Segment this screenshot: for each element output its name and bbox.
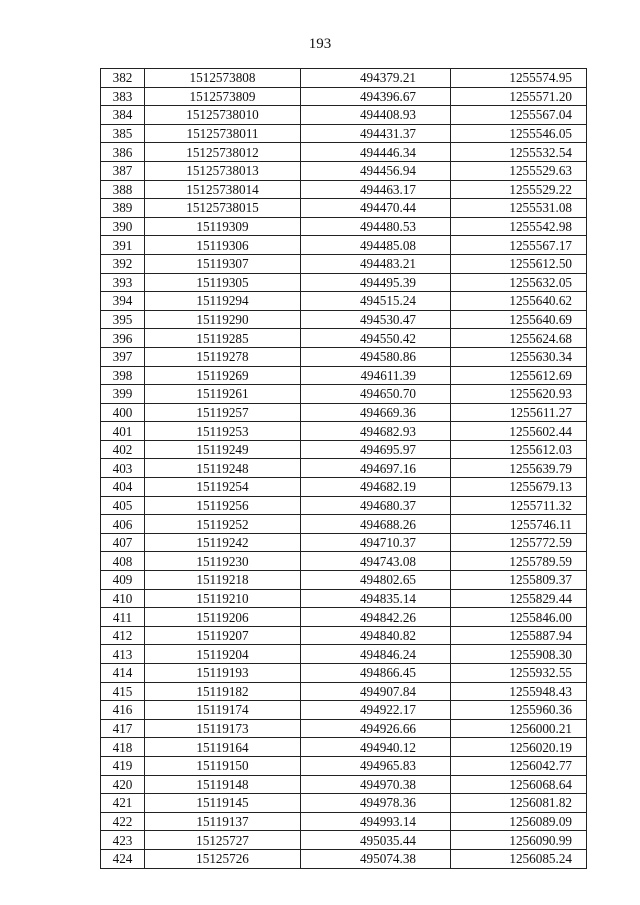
x-coordinate-cell: 494470.44 <box>301 199 451 218</box>
point-code-cell: 15125738015 <box>145 199 301 218</box>
x-coordinate-cell: 494907.84 <box>301 682 451 701</box>
point-number-cell: 383 <box>101 87 145 106</box>
point-number-cell: 385 <box>101 124 145 143</box>
point-number-cell: 415 <box>101 682 145 701</box>
y-coordinate-cell: 1255574.95 <box>451 69 587 88</box>
x-coordinate-cell: 494743.08 <box>301 552 451 571</box>
table-row <box>101 701 587 720</box>
point-code-cell: 15119257 <box>145 403 301 422</box>
table-row <box>101 143 587 162</box>
point-number-cell: 419 <box>101 756 145 775</box>
point-number-cell: 387 <box>101 161 145 180</box>
point-number-cell: 393 <box>101 273 145 292</box>
table-row <box>101 831 587 850</box>
table-row <box>101 69 587 88</box>
y-coordinate-cell: 1255948.43 <box>451 682 587 701</box>
table-row <box>101 608 587 627</box>
table-row <box>101 496 587 515</box>
point-number-cell: 401 <box>101 422 145 441</box>
point-code-cell: 15119252 <box>145 515 301 534</box>
point-code-cell: 15119248 <box>145 459 301 478</box>
y-coordinate-cell: 1255571.20 <box>451 87 587 106</box>
y-coordinate-cell: 1255772.59 <box>451 533 587 552</box>
point-code-cell: 15119285 <box>145 329 301 348</box>
y-coordinate-cell: 1255789.59 <box>451 552 587 571</box>
table-row <box>101 124 587 143</box>
x-coordinate-cell: 494840.82 <box>301 626 451 645</box>
y-coordinate-cell: 1255640.62 <box>451 292 587 311</box>
point-number-cell: 417 <box>101 719 145 738</box>
point-number-cell: 406 <box>101 515 145 534</box>
point-code-cell: 15119164 <box>145 738 301 757</box>
y-coordinate-cell: 1255542.98 <box>451 217 587 236</box>
table-row <box>101 812 587 831</box>
x-coordinate-cell: 494695.97 <box>301 440 451 459</box>
y-coordinate-cell: 1255846.00 <box>451 608 587 627</box>
x-coordinate-cell: 494682.19 <box>301 478 451 497</box>
x-coordinate-cell: 494580.86 <box>301 347 451 366</box>
y-coordinate-cell: 1255746.11 <box>451 515 587 534</box>
point-code-cell: 15119174 <box>145 701 301 720</box>
point-code-cell: 15125738011 <box>145 124 301 143</box>
table-row <box>101 533 587 552</box>
point-number-cell: 421 <box>101 794 145 813</box>
point-code-cell: 15125727 <box>145 831 301 850</box>
point-number-cell: 422 <box>101 812 145 831</box>
point-number-cell: 407 <box>101 533 145 552</box>
point-code-cell: 15119249 <box>145 440 301 459</box>
x-coordinate-cell: 494431.37 <box>301 124 451 143</box>
x-coordinate-cell: 494446.34 <box>301 143 451 162</box>
table-row <box>101 199 587 218</box>
y-coordinate-cell: 1255960.36 <box>451 701 587 720</box>
point-number-cell: 397 <box>101 347 145 366</box>
page-number: 193 <box>308 36 332 52</box>
table-row <box>101 385 587 404</box>
table-row <box>101 403 587 422</box>
x-coordinate-cell: 495035.44 <box>301 831 451 850</box>
point-code-cell: 15125726 <box>145 849 301 868</box>
point-number-cell: 394 <box>101 292 145 311</box>
x-coordinate-cell: 494978.36 <box>301 794 451 813</box>
table-row <box>101 310 587 329</box>
point-code-cell: 15119210 <box>145 589 301 608</box>
point-number-cell: 398 <box>101 366 145 385</box>
table-row <box>101 106 587 125</box>
table-row <box>101 626 587 645</box>
point-number-cell: 413 <box>101 645 145 664</box>
point-code-cell: 15119137 <box>145 812 301 831</box>
x-coordinate-cell: 494669.36 <box>301 403 451 422</box>
y-coordinate-cell: 1255529.22 <box>451 180 587 199</box>
point-code-cell: 15125738010 <box>145 106 301 125</box>
point-code-cell: 15119150 <box>145 756 301 775</box>
coordinates-table-body <box>101 69 587 869</box>
y-coordinate-cell: 1255612.03 <box>451 440 587 459</box>
point-code-cell: 15119278 <box>145 347 301 366</box>
table-row <box>101 440 587 459</box>
x-coordinate-cell: 495074.38 <box>301 849 451 868</box>
point-number-cell: 384 <box>101 106 145 125</box>
point-code-cell: 15119290 <box>145 310 301 329</box>
x-coordinate-cell: 494866.45 <box>301 664 451 683</box>
table-row <box>101 459 587 478</box>
y-coordinate-cell: 1255529.63 <box>451 161 587 180</box>
table-row <box>101 217 587 236</box>
point-number-cell: 409 <box>101 571 145 590</box>
x-coordinate-cell: 494926.66 <box>301 719 451 738</box>
point-number-cell: 424 <box>101 849 145 868</box>
x-coordinate-cell: 494710.37 <box>301 533 451 552</box>
point-code-cell: 15119254 <box>145 478 301 497</box>
x-coordinate-cell: 494495.39 <box>301 273 451 292</box>
y-coordinate-cell: 1256068.64 <box>451 775 587 794</box>
y-coordinate-cell: 1255546.05 <box>451 124 587 143</box>
x-coordinate-cell: 494379.21 <box>301 69 451 88</box>
x-coordinate-cell: 494835.14 <box>301 589 451 608</box>
y-coordinate-cell: 1255639.79 <box>451 459 587 478</box>
point-number-cell: 388 <box>101 180 145 199</box>
point-code-cell: 15125738013 <box>145 161 301 180</box>
table-row <box>101 366 587 385</box>
y-coordinate-cell: 1255567.17 <box>451 236 587 255</box>
y-coordinate-cell: 1255829.44 <box>451 589 587 608</box>
y-coordinate-cell: 1256090.99 <box>451 831 587 850</box>
x-coordinate-cell: 494480.53 <box>301 217 451 236</box>
point-code-cell: 1512573808 <box>145 69 301 88</box>
x-coordinate-cell: 494688.26 <box>301 515 451 534</box>
x-coordinate-cell: 494680.37 <box>301 496 451 515</box>
point-number-cell: 405 <box>101 496 145 515</box>
point-code-cell: 1512573809 <box>145 87 301 106</box>
y-coordinate-cell: 1255887.94 <box>451 626 587 645</box>
table-row <box>101 292 587 311</box>
y-coordinate-cell: 1255809.37 <box>451 571 587 590</box>
table-row <box>101 273 587 292</box>
y-coordinate-cell: 1255602.44 <box>451 422 587 441</box>
y-coordinate-cell: 1255624.68 <box>451 329 587 348</box>
point-number-cell: 382 <box>101 69 145 88</box>
y-coordinate-cell: 1255611.27 <box>451 403 587 422</box>
table-row <box>101 236 587 255</box>
table-row <box>101 87 587 106</box>
x-coordinate-cell: 494940.12 <box>301 738 451 757</box>
table-row <box>101 664 587 683</box>
x-coordinate-cell: 494682.93 <box>301 422 451 441</box>
x-coordinate-cell: 494550.42 <box>301 329 451 348</box>
point-number-cell: 392 <box>101 254 145 273</box>
y-coordinate-cell: 1255620.93 <box>451 385 587 404</box>
point-code-cell: 15119256 <box>145 496 301 515</box>
y-coordinate-cell: 1255640.69 <box>451 310 587 329</box>
table-row <box>101 738 587 757</box>
point-number-cell: 408 <box>101 552 145 571</box>
x-coordinate-cell: 494530.47 <box>301 310 451 329</box>
point-number-cell: 400 <box>101 403 145 422</box>
point-number-cell: 402 <box>101 440 145 459</box>
point-code-cell: 15119145 <box>145 794 301 813</box>
point-code-cell: 15125738012 <box>145 143 301 162</box>
point-code-cell: 15119253 <box>145 422 301 441</box>
point-code-cell: 15119207 <box>145 626 301 645</box>
table-row <box>101 478 587 497</box>
x-coordinate-cell: 494842.26 <box>301 608 451 627</box>
point-number-cell: 423 <box>101 831 145 850</box>
coordinates-table <box>100 68 587 869</box>
point-number-cell: 386 <box>101 143 145 162</box>
x-coordinate-cell: 494485.08 <box>301 236 451 255</box>
point-number-cell: 411 <box>101 608 145 627</box>
y-coordinate-cell: 1255711.32 <box>451 496 587 515</box>
point-code-cell: 15125738014 <box>145 180 301 199</box>
point-number-cell: 390 <box>101 217 145 236</box>
y-coordinate-cell: 1256085.24 <box>451 849 587 868</box>
point-number-cell: 395 <box>101 310 145 329</box>
point-number-cell: 420 <box>101 775 145 794</box>
y-coordinate-cell: 1256081.82 <box>451 794 587 813</box>
point-code-cell: 15119218 <box>145 571 301 590</box>
table-row <box>101 794 587 813</box>
y-coordinate-cell: 1255908.30 <box>451 645 587 664</box>
point-code-cell: 15119307 <box>145 254 301 273</box>
y-coordinate-cell: 1255932.55 <box>451 664 587 683</box>
y-coordinate-cell: 1255567.04 <box>451 106 587 125</box>
point-code-cell: 15119294 <box>145 292 301 311</box>
x-coordinate-cell: 494515.24 <box>301 292 451 311</box>
y-coordinate-cell: 1256089.09 <box>451 812 587 831</box>
point-code-cell: 15119305 <box>145 273 301 292</box>
x-coordinate-cell: 494650.70 <box>301 385 451 404</box>
point-code-cell: 15119193 <box>145 664 301 683</box>
x-coordinate-cell: 494802.65 <box>301 571 451 590</box>
point-code-cell: 15119261 <box>145 385 301 404</box>
point-number-cell: 396 <box>101 329 145 348</box>
y-coordinate-cell: 1256000.21 <box>451 719 587 738</box>
point-number-cell: 418 <box>101 738 145 757</box>
point-number-cell: 416 <box>101 701 145 720</box>
y-coordinate-cell: 1256042.77 <box>451 756 587 775</box>
table-row <box>101 422 587 441</box>
x-coordinate-cell: 494396.67 <box>301 87 451 106</box>
x-coordinate-cell: 494970.38 <box>301 775 451 794</box>
table-row <box>101 254 587 273</box>
table-row <box>101 571 587 590</box>
x-coordinate-cell: 494846.24 <box>301 645 451 664</box>
point-code-cell: 15119148 <box>145 775 301 794</box>
table-row <box>101 645 587 664</box>
table-row <box>101 180 587 199</box>
x-coordinate-cell: 494922.17 <box>301 701 451 720</box>
table-row <box>101 756 587 775</box>
table-row <box>101 719 587 738</box>
table-row <box>101 849 587 868</box>
point-code-cell: 15119173 <box>145 719 301 738</box>
point-code-cell: 15119206 <box>145 608 301 627</box>
point-number-cell: 403 <box>101 459 145 478</box>
y-coordinate-cell: 1255612.50 <box>451 254 587 273</box>
x-coordinate-cell: 494456.94 <box>301 161 451 180</box>
y-coordinate-cell: 1255679.13 <box>451 478 587 497</box>
table-row <box>101 329 587 348</box>
y-coordinate-cell: 1256020.19 <box>451 738 587 757</box>
y-coordinate-cell: 1255630.34 <box>451 347 587 366</box>
point-code-cell: 15119269 <box>145 366 301 385</box>
x-coordinate-cell: 494993.14 <box>301 812 451 831</box>
point-number-cell: 410 <box>101 589 145 608</box>
point-code-cell: 15119204 <box>145 645 301 664</box>
y-coordinate-cell: 1255531.08 <box>451 199 587 218</box>
table-row <box>101 552 587 571</box>
point-number-cell: 412 <box>101 626 145 645</box>
x-coordinate-cell: 494483.21 <box>301 254 451 273</box>
point-code-cell: 15119230 <box>145 552 301 571</box>
table-row <box>101 682 587 701</box>
x-coordinate-cell: 494408.93 <box>301 106 451 125</box>
y-coordinate-cell: 1255612.69 <box>451 366 587 385</box>
y-coordinate-cell: 1255532.54 <box>451 143 587 162</box>
x-coordinate-cell: 494697.16 <box>301 459 451 478</box>
point-number-cell: 391 <box>101 236 145 255</box>
table-row <box>101 347 587 366</box>
y-coordinate-cell: 1255632.05 <box>451 273 587 292</box>
point-code-cell: 15119182 <box>145 682 301 701</box>
point-number-cell: 414 <box>101 664 145 683</box>
table-row <box>101 775 587 794</box>
point-number-cell: 404 <box>101 478 145 497</box>
table-row <box>101 589 587 608</box>
point-code-cell: 15119309 <box>145 217 301 236</box>
point-code-cell: 15119306 <box>145 236 301 255</box>
x-coordinate-cell: 494965.83 <box>301 756 451 775</box>
point-code-cell: 15119242 <box>145 533 301 552</box>
point-number-cell: 389 <box>101 199 145 218</box>
x-coordinate-cell: 494463.17 <box>301 180 451 199</box>
table-row <box>101 515 587 534</box>
table-row <box>101 161 587 180</box>
point-number-cell: 399 <box>101 385 145 404</box>
x-coordinate-cell: 494611.39 <box>301 366 451 385</box>
